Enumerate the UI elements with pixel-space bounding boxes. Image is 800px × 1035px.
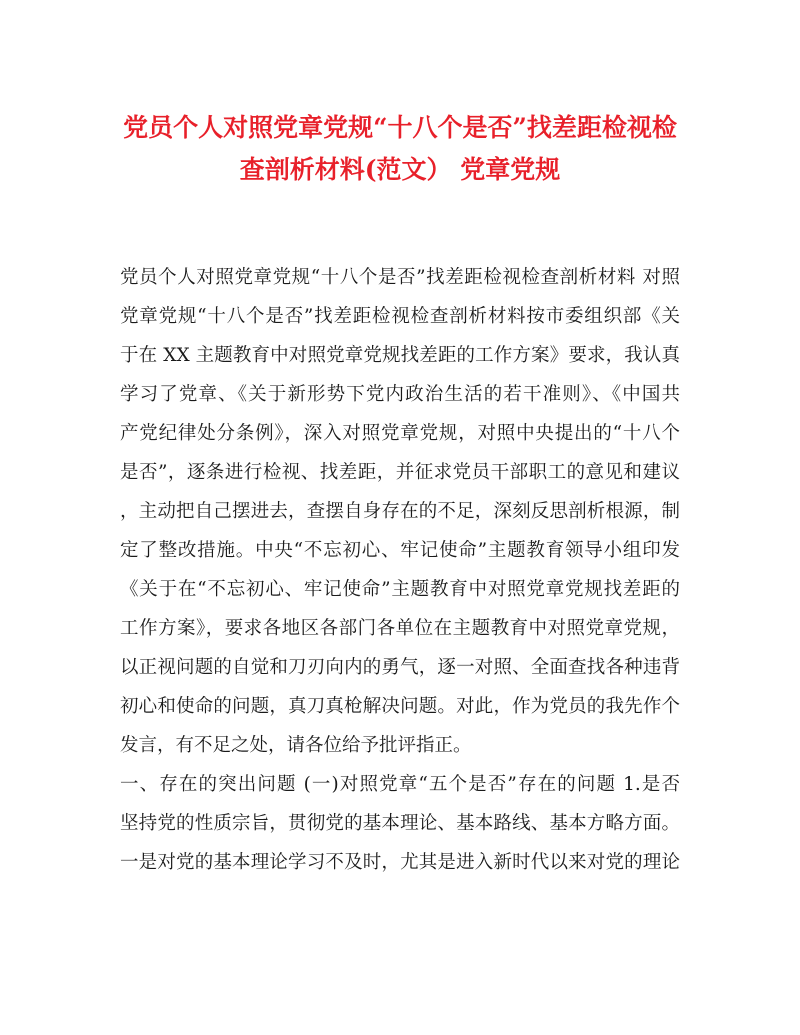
body-text-line: 工作方案》，要求各地区各部门各单位在主题教育中对照党章党规， (120, 618, 680, 639)
body-text-line: 《关于在“不忘初心、牢记使命”主题教育中对照党章党规找差距的 (120, 579, 680, 600)
body-text-line: 一是对党的基本理论学习不及时，尤其是进入新时代以来对党的理论 (120, 852, 680, 873)
body-text-line: 坚持党的性质宗旨，贯彻党的基本理论、基本路线、基本方略方面。 (120, 813, 680, 834)
body-text-line: 定了整改措施。中央“不忘初心、牢记使命”主题教育领导小组印发 (120, 540, 680, 561)
body-text-line: 于在 XX 主题教育中对照党章党规找差距的工作方案》要求，我认真 (120, 345, 680, 366)
body-text-line: 一、存在的突出问题 (一)对照党章“五个是否”存在的问题 1.是否 (120, 774, 680, 795)
body-text-line: 是否”，逐条进行检视、找差距，并征求党员干部职工的意见和建议 (120, 462, 680, 483)
body-text-line: 初心和使命的问题，真刀真枪解决问题。对此，作为党员的我先作个 (120, 696, 680, 717)
body-text-line: 产党纪律处分条例》，深入对照党章党规，对照中央提出的“十八个 (120, 423, 680, 444)
body-text-line: 党员个人对照党章党规“十八个是否”找差距检视检查剖析材料 对照 (120, 267, 680, 288)
document-title-line-1: 党员个人对照党章党规“十八个是否”找差距检视检 (123, 113, 677, 142)
body-text-line: ，主动把自己摆进去，查摆自身存在的不足，深刻反思剖析根源，制 (120, 501, 680, 522)
body-text-line: 学习了党章、《关于新形势下党内政治生活的若干准则》、《中国共 (120, 384, 680, 405)
body-text-line: 以正视问题的自觉和刀刃向内的勇气，逐一对照、全面查找各种违背 (120, 657, 680, 678)
body-text-line: 党章党规“十八个是否”找差距检视检查剖析材料按市委组织部《关 (120, 306, 680, 327)
document-title-line-2: 查剖析材料(范文） 党章党规 (239, 155, 561, 184)
body-text-line: 发言，有不足之处，请各位给予批评指正。 (120, 735, 472, 756)
